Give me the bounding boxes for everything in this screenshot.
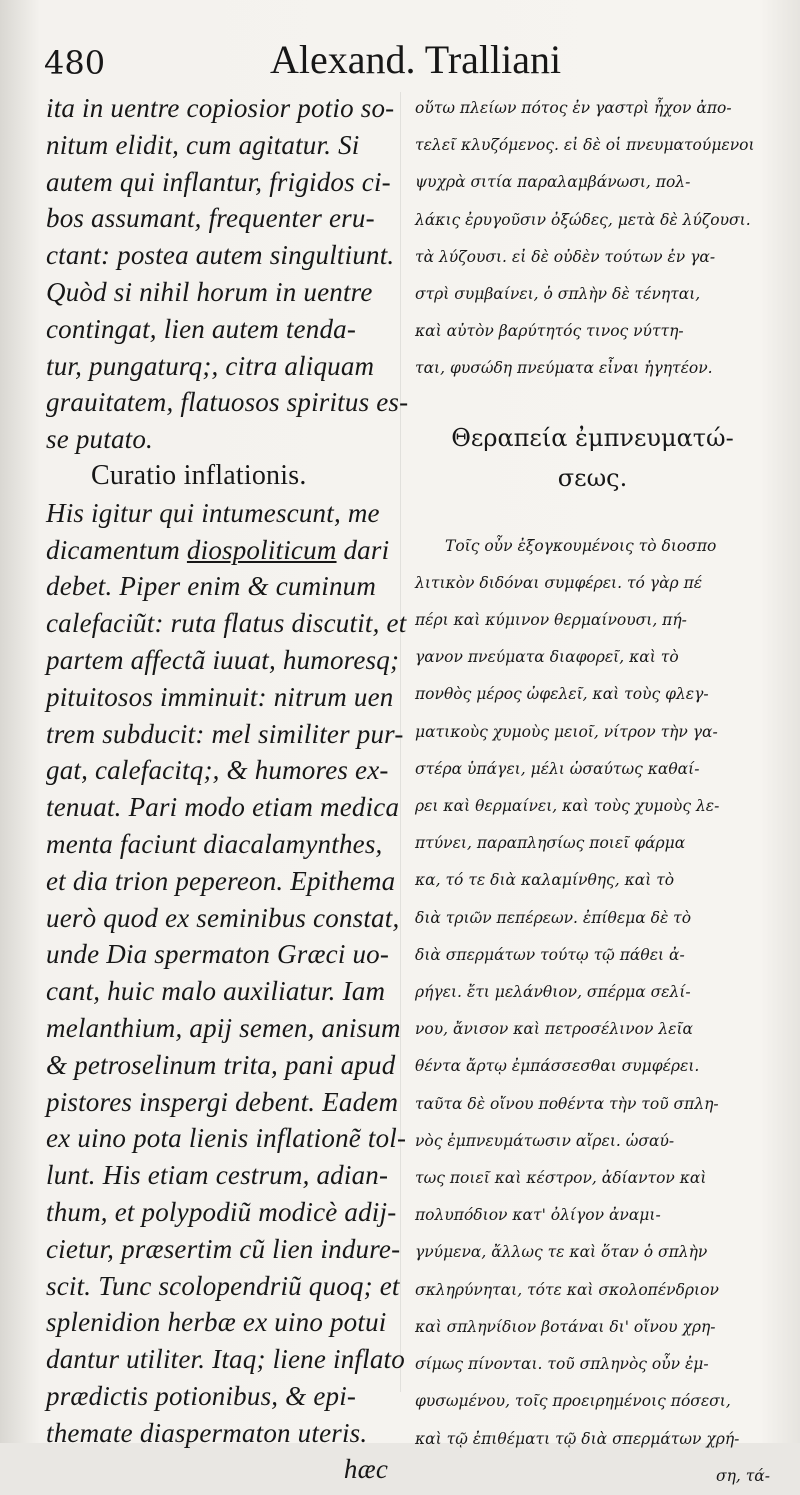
- greek-line: ρήγει. ἔτι μελάνθιον, σπέρμα σελί-: [415, 983, 691, 1002]
- greek-line: διὰ τριῶν πεπέρεων. ἐπίθεμα δὲ τὸ: [415, 908, 692, 927]
- latin-line: tur, pungaturq;, citra aliquam: [46, 350, 375, 381]
- greek-catchword: ση, τά-: [715, 1466, 770, 1485]
- running-title: Alexand. Tralliani: [270, 37, 562, 82]
- latin-line: unde Dia spermaton Græci uo-: [46, 939, 390, 970]
- greek-line: πέρι καὶ κύμινον θερμαίνουσι, πή-: [415, 611, 687, 630]
- greek-line: ται, φυσώδη πνεύματα εἶναι ἡγητέον.: [415, 359, 713, 378]
- latin-line: melanthium, apij semen, anisum: [46, 1012, 401, 1043]
- latin-line: debet. Piper enim & cuminum: [46, 571, 377, 602]
- latin-line: dantur utiliter. Itaq; liene inflato: [46, 1344, 405, 1375]
- greek-line: γνύμενα, ἄλλως τε καὶ ὅταν ὁ σπλὴν: [415, 1243, 708, 1262]
- greek-line: ρει καὶ θερμαίνει, καὶ τοὺς χυμοὺς λε-: [415, 797, 720, 816]
- latin-line: nitum elidit, cum agitatur. Si: [46, 129, 360, 160]
- greek-line: ταῦτα δὲ οἴνου ποθέντα τὴν τοῦ σπλη-: [415, 1094, 719, 1113]
- latin-line: cietur, præsertim cũ lien indure-: [46, 1233, 401, 1264]
- latin-line: grauitatem, flatuosos spiritus es-: [46, 387, 409, 418]
- greek-line: διὰ σπερμάτων τούτῳ τῷ πάθει ἀ-: [415, 945, 685, 964]
- greek-line: γανον πνεύματα διαφορεῖ, καὶ τὸ: [415, 648, 679, 667]
- latin-line-with-underline: [46, 532, 396, 569]
- greek-line: κα, τό τε διὰ καλαμίνθης, καὶ τὸ: [415, 871, 675, 890]
- latin-line: et dia trion pepereon. Epithema: [46, 865, 396, 896]
- latin-line: scit. Tunc scolopendriũ quoq; et: [46, 1270, 400, 1301]
- greek-line: λάκις ἐρυγοῦσιν ὀξώδες, μετὰ δὲ λύζουσι.: [415, 210, 751, 229]
- greek-column: [415, 90, 770, 1495]
- greek-line: ματικοὺς χυμοὺς μειοῖ, νίτρον τὴν γα-: [415, 722, 718, 741]
- latin-line: autem qui inflantur, frigidos ci-: [46, 166, 391, 197]
- greek-section-heading-continued: σεως.: [557, 463, 628, 492]
- latin-line: splenidion herbæ ex uino potui: [46, 1307, 387, 1338]
- latin-section-heading: Curatio inflationis.: [91, 459, 307, 491]
- latin-line: Quòd si nihil horum in uentre: [46, 276, 373, 307]
- greek-line: νὸς ἐμπνευμάτωσιν αἴρει. ὡσαύ-: [415, 1131, 675, 1150]
- latin-column: [46, 90, 409, 1488]
- latin-line: ctant: postea autem singultiunt.: [46, 240, 395, 271]
- page-number: 480: [44, 44, 106, 82]
- latin-line: partem affectã iuuat, humoresq;: [46, 644, 400, 675]
- greek-line: τως ποιεῖ καὶ κέστρον, ἀδίαντον καὶ: [415, 1169, 707, 1188]
- latin-line: menta faciunt diacalamynthes,: [46, 828, 383, 859]
- greek-line: φυσωμένου, τοῖς προειρημένοις πόσεσι,: [415, 1392, 731, 1411]
- greek-line: πτύνει, παραπλησίως ποιεῖ φάρμα: [415, 834, 686, 853]
- latin-line: & petroselinum trita, pani apud: [46, 1049, 396, 1080]
- greek-line: νου, ἄνισον καὶ πετροσέλινον λεῖα: [415, 1020, 694, 1039]
- latin-line: prædictis potionibus, & epi-: [46, 1380, 357, 1411]
- latin-text: dicamentum: [46, 534, 187, 565]
- latin-line: contingat, lien autem tenda-: [46, 313, 357, 344]
- latin-catchword: hæc: [343, 1454, 388, 1485]
- latin-line: His igitur qui intumescunt, me: [46, 497, 380, 528]
- greek-line: καὶ τῷ ἐπιθέματι τῷ διὰ σπερμάτων χρή-: [415, 1429, 740, 1448]
- greek-line: πονθὸς μέρος ὠφελεῖ, καὶ τοὺς φλεγ-: [415, 685, 709, 704]
- latin-line: cant, huic malo auxiliatur. Iam: [46, 976, 386, 1007]
- latin-line: se putato.: [46, 424, 153, 455]
- greek-line: στέρα ὑπάγει, μέλι ὡσαύτως καθαί-: [415, 759, 700, 778]
- latin-line: themate diaspermaton uteris.: [46, 1417, 368, 1448]
- latin-line: pistores inspergi debent. Eadem: [46, 1086, 399, 1117]
- latin-line: bos assumant, frequenter eru-: [46, 203, 375, 234]
- greek-line: σκληρύνηται, τότε καὶ σκολοπένδριον: [415, 1280, 719, 1299]
- section-gap: [415, 388, 770, 418]
- latin-line: tenuat. Pari modo etiam medica: [46, 792, 400, 823]
- greek-line: τὰ λύζουσι. εἰ δὲ οὐδὲν τούτων ἐν γα-: [415, 247, 716, 266]
- greek-line: οὕτω πλείων πότος ἐν γαστρὶ ἦχον ἀπο-: [415, 99, 732, 117]
- latin-line: thum, et polypodiũ modicè adij-: [46, 1196, 397, 1227]
- greek-line: ψυχρὰ σιτία παραλαμβάνωσι, πολ-: [415, 173, 691, 192]
- latin-text: dari: [336, 534, 390, 565]
- greek-line: καὶ σπληνίδιον βοτάναι δι' οἴνου χρη-: [415, 1317, 716, 1336]
- latin-line: ita in uentre copiosior potio so-: [46, 93, 395, 123]
- greek-line: θέντα ἄρτῳ ἐμπάσσεσθαι συμφέρει.: [415, 1057, 700, 1076]
- latin-line: calefaciũt: ruta flatus discutit, et: [46, 608, 407, 639]
- greek-line: Τοῖς οὖν ἐξογκουμένοις τὸ διοσπο: [445, 536, 717, 555]
- greek-line: καὶ αὐτὸν βαρύτητός τινος νύττη-: [415, 322, 684, 341]
- latin-line: lunt. His etiam cestrum, adian-: [46, 1160, 389, 1191]
- greek-line: λιτικὸν διδόναι συμφέρει. τό γὰρ πέ: [415, 573, 703, 592]
- latin-line: ex uino pota lienis inflationẽ tol-: [46, 1123, 407, 1154]
- greek-line: πολυπόδιον κατ' ὀλίγον ἀναμι-: [415, 1206, 661, 1225]
- underlined-word: diospoliticum: [186, 534, 337, 565]
- greek-line: τελεῖ κλυζόμενος. εἰ δὲ οἱ πνευματούμενοι: [415, 136, 755, 155]
- latin-line: gat, calefacitq;, & humores ex-: [46, 755, 389, 786]
- latin-line: uerò quod ex seminibus constat,: [46, 902, 400, 933]
- greek-line: στρὶ συμβαίνει, ὁ σπλὴν δὲ τένηται,: [415, 285, 701, 304]
- greek-section-heading: Θεραπεία ἐμπνευματώ-: [451, 423, 734, 452]
- greek-line: σίμως πίνονται. τοῦ σπληνὸς οὖν ἐμ-: [415, 1355, 709, 1374]
- latin-line: pituitosos imminuit: nitrum uen: [46, 681, 394, 712]
- latin-line: trem subducit: mel similiter pur-: [46, 718, 404, 749]
- section-gap: [415, 498, 770, 528]
